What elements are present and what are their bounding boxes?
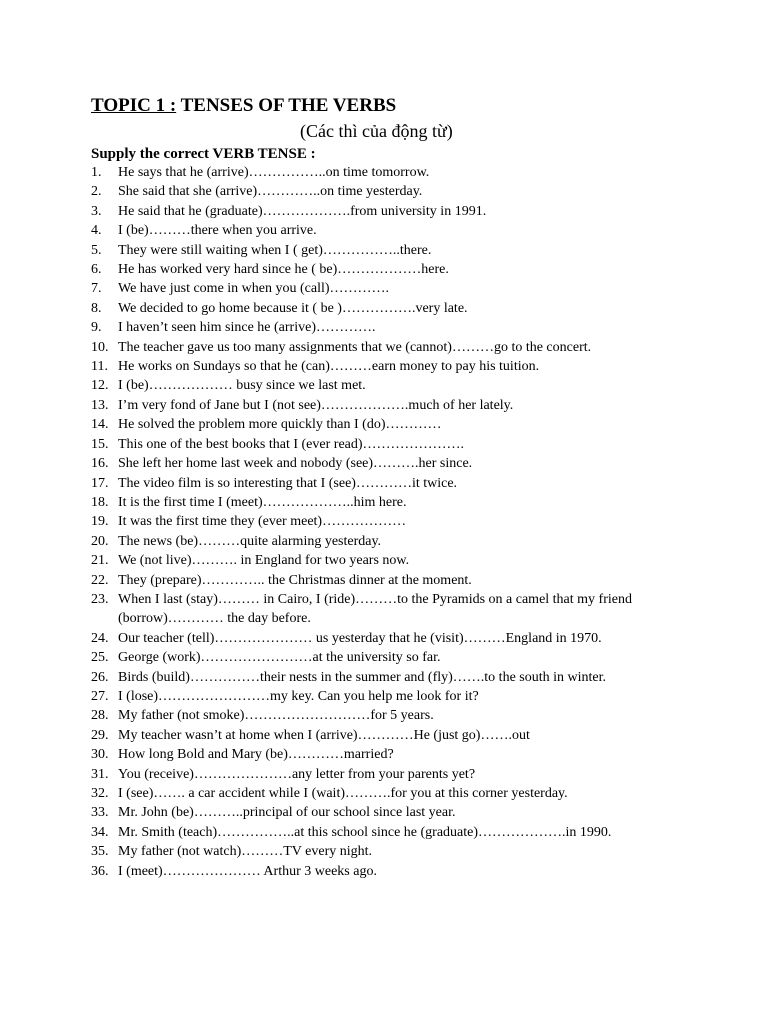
page-subtitle: (Các thì của động từ) [300, 121, 453, 141]
item-number: 19. [91, 514, 109, 530]
item-number: 11. [91, 359, 108, 375]
exercise-item [91, 279, 691, 298]
item-text: I’m very fond of Jane but I (not see)……………….much of her lately. [118, 397, 514, 413]
item-text: He solved the problem more quickly than I (do)………… [118, 417, 442, 433]
item-text: It was the first time they (ever meet)……………… [118, 514, 407, 530]
item-number: 12. [91, 378, 109, 394]
item-text: My father (not smoke)………………………for 5 years. [118, 708, 434, 724]
exercise-item [91, 648, 691, 667]
item-number: 16. [91, 456, 109, 472]
item-number: 13. [91, 397, 109, 413]
item-text: When I last (stay)……… in Cairo, I (ride)………to the Pyramids on a camel that my friend (borrow)………… the day before. [118, 591, 632, 627]
item-number: 17. [91, 475, 109, 491]
item-text: We have just come in when you (call)…………. [118, 281, 390, 297]
item-number: 30. [91, 747, 109, 763]
exercise-item [91, 784, 691, 803]
item-number: 23. [91, 591, 109, 607]
item-number: 31. [91, 766, 109, 782]
item-number: 5. [91, 242, 102, 258]
exercise-item [91, 474, 691, 493]
item-number: 29. [91, 727, 109, 743]
exercise-item [91, 532, 691, 551]
item-text: You (receive)…………………any letter from your parents yet? [118, 766, 476, 782]
item-number: 3. [91, 203, 102, 219]
item-number: 25. [91, 650, 109, 666]
item-number: 35. [91, 844, 109, 860]
item-number: 21. [91, 553, 109, 569]
item-number: 24. [91, 630, 109, 646]
exercise-item [91, 571, 691, 590]
exercise-list [91, 163, 691, 881]
item-text: Mr. John (be)………..principal of our school since last year. [118, 805, 456, 821]
item-text: I (be)………there when you arrive. [118, 223, 317, 239]
item-text: We (not live)………. in England for two years now. [118, 553, 410, 569]
item-text: Our teacher (tell)………………… us yesterday that he (visit)………England in 1970. [118, 630, 602, 646]
exercise-item [91, 706, 691, 725]
item-text: She said that she (arrive)…………..on time yesterday. [118, 184, 423, 200]
item-number: 36. [91, 863, 109, 879]
exercise-item [91, 182, 691, 201]
item-number: 34. [91, 824, 109, 840]
item-text: I haven’t seen him since he (arrive)…………. [118, 320, 376, 336]
exercise-item [91, 668, 691, 687]
item-text: George (work)……………………at the university so far. [118, 650, 441, 666]
item-text: I (see)……. a car accident while I (wait)……….for you at this corner yesterday. [118, 786, 568, 801]
item-text: The video film is so interesting that I (see)…………it twice. [118, 475, 458, 491]
exercise-instruction: Supply the correct VERB TENSE : [91, 146, 316, 162]
exercise-item [91, 299, 691, 318]
item-text: I (be)……………… busy since we last met. [118, 378, 366, 394]
exercise-item [91, 629, 691, 648]
item-number: 9. [91, 320, 102, 336]
item-number: 33. [91, 805, 109, 821]
exercise-item [91, 376, 691, 395]
exercise-item [91, 512, 691, 531]
exercise-item [91, 221, 691, 240]
item-text: This one of the best books that I (ever read)…………………. [118, 436, 465, 452]
item-text: They (prepare)………….. the Christmas dinner at the moment. [118, 572, 472, 588]
item-text: He has worked very hard since he ( be)………………here. [118, 262, 449, 278]
item-number: 20. [91, 533, 109, 549]
exercise-item [91, 338, 691, 357]
item-text: How long Bold and Mary (be)…………married? [118, 747, 394, 763]
exercise-item [91, 241, 691, 260]
exercise-item [91, 726, 691, 745]
item-text: Mr. Smith (teach)……………..at this school since he (graduate)……………….in 1990. [118, 824, 612, 840]
exercise-item [91, 357, 691, 376]
topic-title: TENSES OF THE VERBS [180, 95, 397, 116]
exercise-item [91, 765, 691, 784]
exercise-item [91, 493, 691, 512]
exercise-item [91, 823, 691, 842]
item-number: 7. [91, 281, 102, 297]
item-number: 1. [91, 165, 102, 180]
item-number: 4. [91, 223, 102, 239]
item-number: 26. [91, 669, 109, 685]
exercise-item [91, 396, 691, 415]
item-number: 18. [91, 494, 109, 510]
item-number: 22. [91, 572, 109, 588]
topic-number: TOPIC 1 : [91, 95, 177, 116]
item-text: It is the first time I (meet)………………..him here. [118, 494, 407, 510]
exercise-item [91, 163, 691, 182]
exercise-item [91, 803, 691, 822]
item-text: Birds (build)……………their nests in the summer and (fly)…….to the south in winter. [118, 669, 606, 685]
item-number: 10. [91, 339, 109, 355]
item-text: He said that he (graduate)……………….from university in 1991. [118, 203, 487, 219]
exercise-item [91, 454, 691, 473]
item-text: I (lose)……………………my key. Can you help me look for it? [118, 688, 479, 704]
exercise-item [91, 415, 691, 434]
page-title [91, 95, 396, 117]
item-text: The teacher gave us too many assignments that we (cannot)………go to the concert. [118, 339, 592, 355]
exercise-item [91, 202, 691, 221]
item-number: 27. [91, 688, 109, 704]
item-text: I (meet)………………… Arthur 3 weeks ago. [118, 863, 377, 879]
exercise-item [91, 435, 691, 454]
exercise-item [91, 842, 691, 861]
exercise-item [91, 551, 691, 570]
item-number: 15. [91, 436, 109, 452]
item-text: He works on Sundays so that he (can)………earn money to pay his tuition. [118, 359, 540, 375]
item-number: 14. [91, 417, 109, 433]
exercise-item [91, 318, 691, 337]
exercise-item [91, 260, 691, 279]
item-number: 2. [91, 184, 102, 200]
item-number: 6. [91, 262, 102, 278]
exercise-item [91, 862, 691, 881]
item-text: The news (be)………quite alarming yesterday. [118, 533, 382, 549]
item-number: 8. [91, 300, 102, 316]
item-text: We decided to go home because it ( be )…………….very late. [118, 300, 468, 316]
exercise-item [91, 687, 691, 706]
item-text: My teacher wasn’t at home when I (arrive)…………He (just go)…….out [118, 727, 530, 743]
item-number: 28. [91, 708, 109, 724]
item-text: He says that he (arrive)……………..on time tomorrow. [118, 165, 430, 180]
item-number: 32. [91, 786, 109, 801]
item-text: My father (not watch)………TV every night. [118, 844, 373, 860]
item-text: They were still waiting when I ( get)……………..there. [118, 242, 432, 258]
exercise-item [91, 590, 691, 629]
item-text: She left her home last week and nobody (see)……….her since. [118, 456, 473, 472]
exercise-item [91, 745, 691, 764]
